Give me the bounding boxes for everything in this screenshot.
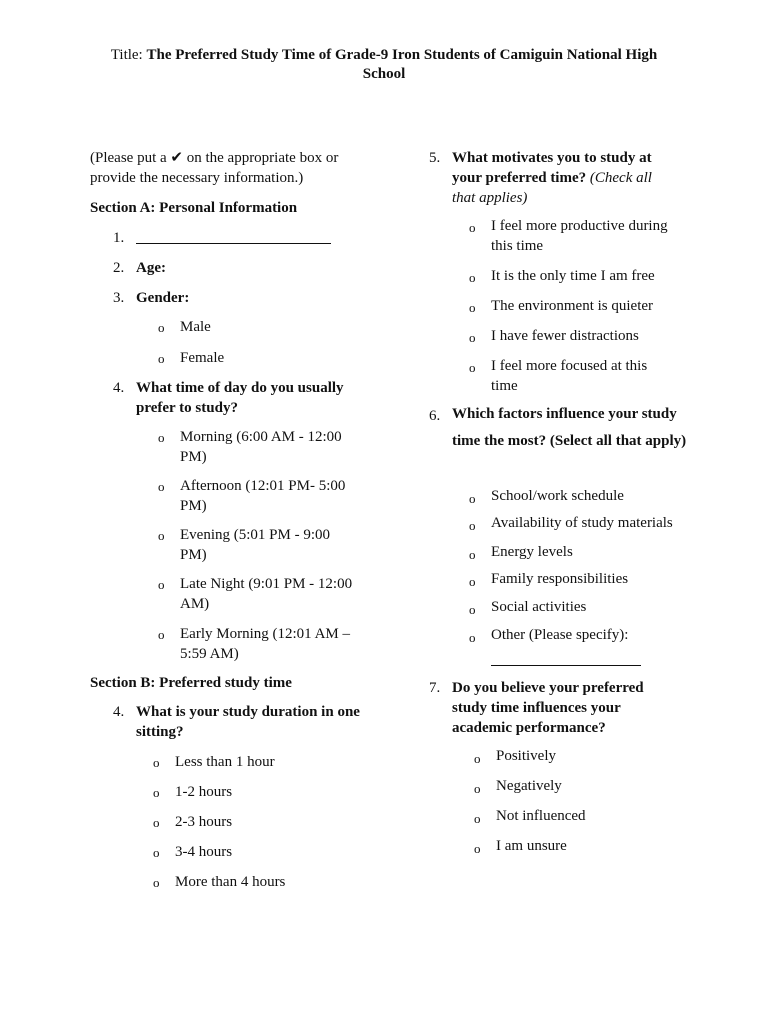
option-label: I feel more productive during this time	[491, 218, 668, 254]
question-number: 1.	[113, 230, 125, 246]
question-number: 4.	[113, 704, 125, 720]
option-bullet[interactable]: o	[158, 577, 165, 592]
option-label: Male	[180, 319, 211, 335]
option-label: Other (Please specify):	[491, 627, 629, 643]
option-bullet[interactable]: o	[158, 351, 165, 366]
option-bullet[interactable]: o	[469, 518, 476, 533]
option-bullet[interactable]: o	[474, 841, 481, 856]
question-text: What is your study duration in one sitting?	[136, 704, 360, 740]
option-bullet[interactable]: o	[469, 574, 476, 589]
option-label: Not influenced	[496, 808, 586, 824]
gender-label: Gender:	[136, 290, 190, 306]
option-bullet[interactable]: o	[469, 547, 476, 562]
option-bullet[interactable]: o	[469, 630, 476, 645]
age-label: Age:	[136, 260, 166, 276]
option-label: It is the only time I am free	[491, 268, 655, 284]
option-bullet[interactable]: o	[158, 528, 165, 543]
specify-field[interactable]	[491, 648, 641, 672]
option-bullet[interactable]: o	[474, 811, 481, 826]
option-bullet[interactable]: o	[469, 330, 476, 345]
section-a-heading: Section A: Personal Information	[90, 200, 298, 216]
option-label: More than 4 hours	[175, 874, 286, 890]
option-bullet[interactable]: o	[158, 430, 165, 445]
option-label: Female	[180, 350, 225, 366]
option-label: I am unsure	[496, 838, 567, 854]
option-label: Late Night (9:01 PM - 12:00 AM)	[180, 576, 353, 612]
option-bullet[interactable]: o	[158, 479, 165, 494]
option-label: Energy levels	[491, 544, 573, 560]
option-bullet[interactable]: o	[469, 602, 476, 617]
option-bullet[interactable]: o	[474, 751, 481, 766]
option-bullet[interactable]: o	[153, 755, 160, 770]
option-bullet[interactable]: o	[474, 781, 481, 796]
question-number: 7.	[429, 680, 441, 696]
question-text: Do you believe your preferred study time influences your academic performance?	[452, 680, 644, 736]
option-bullet[interactable]: o	[469, 491, 476, 506]
option-label: School/work schedule	[491, 488, 624, 504]
section-b-heading: Section B: Preferred study time	[90, 675, 292, 691]
instruction-text: (Please put a ✔ on the appropriate box or provide the necessary information.)	[90, 150, 339, 186]
option-label: Negatively	[496, 778, 562, 794]
option-bullet[interactable]: o	[469, 270, 476, 285]
option-label: Positively	[496, 748, 557, 764]
option-label: I feel more focused at this time	[491, 358, 648, 394]
option-bullet[interactable]: o	[158, 320, 165, 335]
question-number: 5.	[429, 150, 441, 166]
question-number: 3.	[113, 290, 125, 306]
option-label: I have fewer distractions	[491, 328, 639, 344]
question-text	[452, 148, 662, 208]
option-bullet[interactable]: o	[469, 300, 476, 315]
option-label: 1-2 hours	[175, 784, 233, 800]
option-bullet[interactable]: o	[153, 815, 160, 830]
question-note: (Check all that applies)	[452, 170, 652, 206]
option-bullet[interactable]: o	[469, 360, 476, 375]
name-field[interactable]	[136, 228, 331, 250]
title-text: The Preferred Study Time of Grade-9 Iron Students of Camiguin National High School	[146, 47, 658, 82]
document-title	[100, 46, 668, 84]
question-text-main: What motivates you to study at your preferred time?	[452, 150, 652, 186]
option-label: The environment is quieter	[491, 298, 654, 314]
question-number: 2.	[113, 260, 125, 276]
option-label: Social activities	[491, 599, 587, 615]
option-bullet[interactable]: o	[158, 627, 165, 642]
option-label: Morning (6:00 AM - 12:00 PM)	[180, 429, 342, 465]
option-label: 2-3 hours	[175, 814, 233, 830]
question-number: 4.	[113, 380, 125, 396]
option-bullet[interactable]: o	[469, 220, 476, 235]
option-label: Less than 1 hour	[175, 754, 275, 770]
option-bullet[interactable]: o	[153, 875, 160, 890]
option-label: Afternoon (12:01 PM- 5:00 PM)	[180, 478, 346, 514]
question-text: Which factors influence your study time the most? (Select all that apply)	[452, 406, 687, 449]
question-number: 6.	[429, 408, 441, 424]
option-label: 3-4 hours	[175, 844, 233, 860]
option-label: Availability of study materials	[491, 515, 673, 531]
option-label: Early Morning (12:01 AM – 5:59 AM)	[180, 626, 350, 662]
option-label: Family responsibilities	[491, 571, 629, 587]
option-bullet[interactable]: o	[153, 845, 160, 860]
title-prefix: Title:	[110, 47, 143, 63]
question-text: What time of day do you usually prefer to study?	[136, 380, 344, 416]
option-label: Evening (5:01 PM - 9:00 PM)	[180, 527, 330, 563]
option-bullet[interactable]: o	[153, 785, 160, 800]
